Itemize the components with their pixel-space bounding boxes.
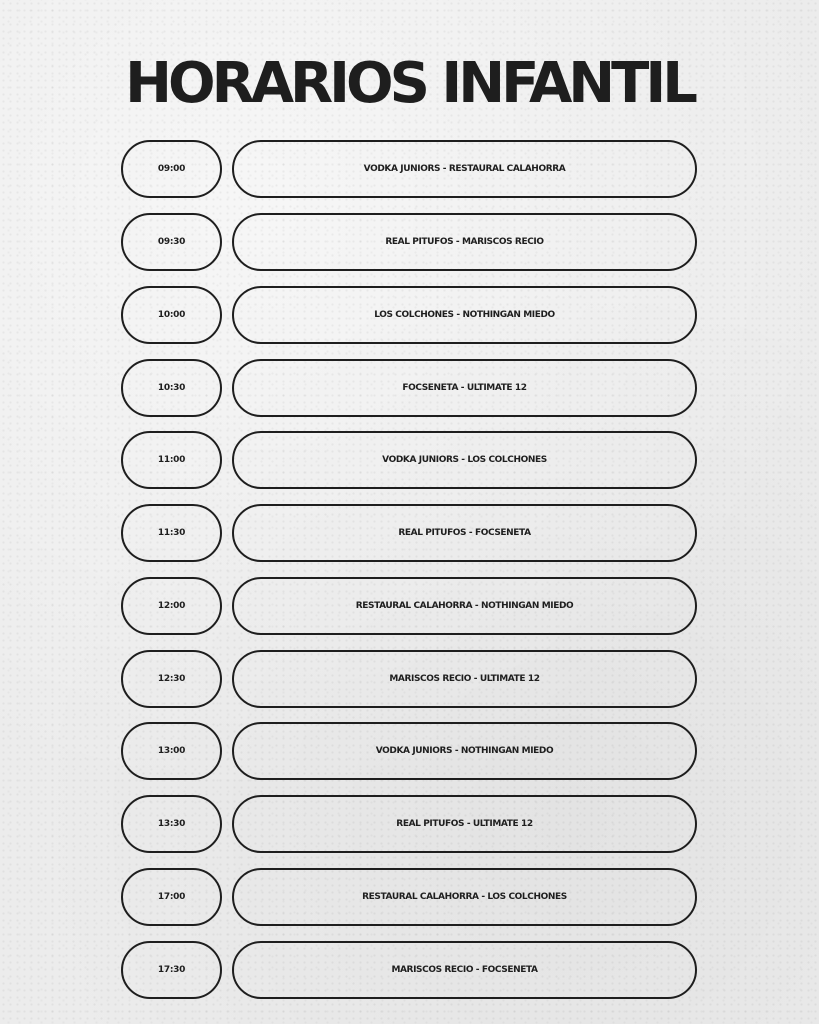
- match-slot: MARISCOS RECIO - FOCSENETA: [232, 941, 697, 999]
- schedule-row: [121, 722, 697, 780]
- schedule-row: [121, 941, 697, 999]
- schedule-row: [121, 286, 697, 344]
- time-slot: 11:30: [121, 504, 222, 562]
- match-slot: MARISCOS RECIO - ULTIMATE 12: [232, 650, 697, 708]
- schedule-row: [121, 650, 697, 708]
- match-slot: RESTAURAL CALAHORRA - LOS COLCHONES: [232, 868, 697, 926]
- time-slot: 13:00: [121, 722, 222, 780]
- page-title: HORARIOS INFANTIL: [125, 51, 694, 116]
- match-slot: REAL PITUFOS - MARISCOS RECIO: [232, 213, 697, 271]
- schedule-row: [121, 213, 697, 271]
- schedule-row: [121, 140, 697, 198]
- schedule-row: [121, 577, 697, 635]
- time-slot: 09:00: [121, 140, 222, 198]
- time-slot: 12:30: [121, 650, 222, 708]
- match-slot: REAL PITUFOS - ULTIMATE 12: [232, 795, 697, 853]
- time-slot: 11:00: [121, 431, 222, 489]
- match-slot: REAL PITUFOS - FOCSENETA: [232, 504, 697, 562]
- time-slot: 17:00: [121, 868, 222, 926]
- time-slot: 09:30: [121, 213, 222, 271]
- match-slot: LOS COLCHONES - NOTHINGAN MIEDO: [232, 286, 697, 344]
- time-slot: 10:30: [121, 359, 222, 417]
- match-slot: RESTAURAL CALAHORRA - NOTHINGAN MIEDO: [232, 577, 697, 635]
- time-slot: 13:30: [121, 795, 222, 853]
- time-slot: 12:00: [121, 577, 222, 635]
- schedule-row: [121, 795, 697, 853]
- match-slot: FOCSENETA - ULTIMATE 12: [232, 359, 697, 417]
- schedule-row: [121, 504, 697, 562]
- schedule-row: [121, 868, 697, 926]
- match-slot: VODKA JUNIORS - LOS COLCHONES: [232, 431, 697, 489]
- time-slot: 10:00: [121, 286, 222, 344]
- schedule-row: [121, 431, 697, 489]
- schedule-row: [121, 359, 697, 417]
- match-slot: VODKA JUNIORS - NOTHINGAN MIEDO: [232, 722, 697, 780]
- time-slot: 17:30: [121, 941, 222, 999]
- match-slot: VODKA JUNIORS - RESTAURAL CALAHORRA: [232, 140, 697, 198]
